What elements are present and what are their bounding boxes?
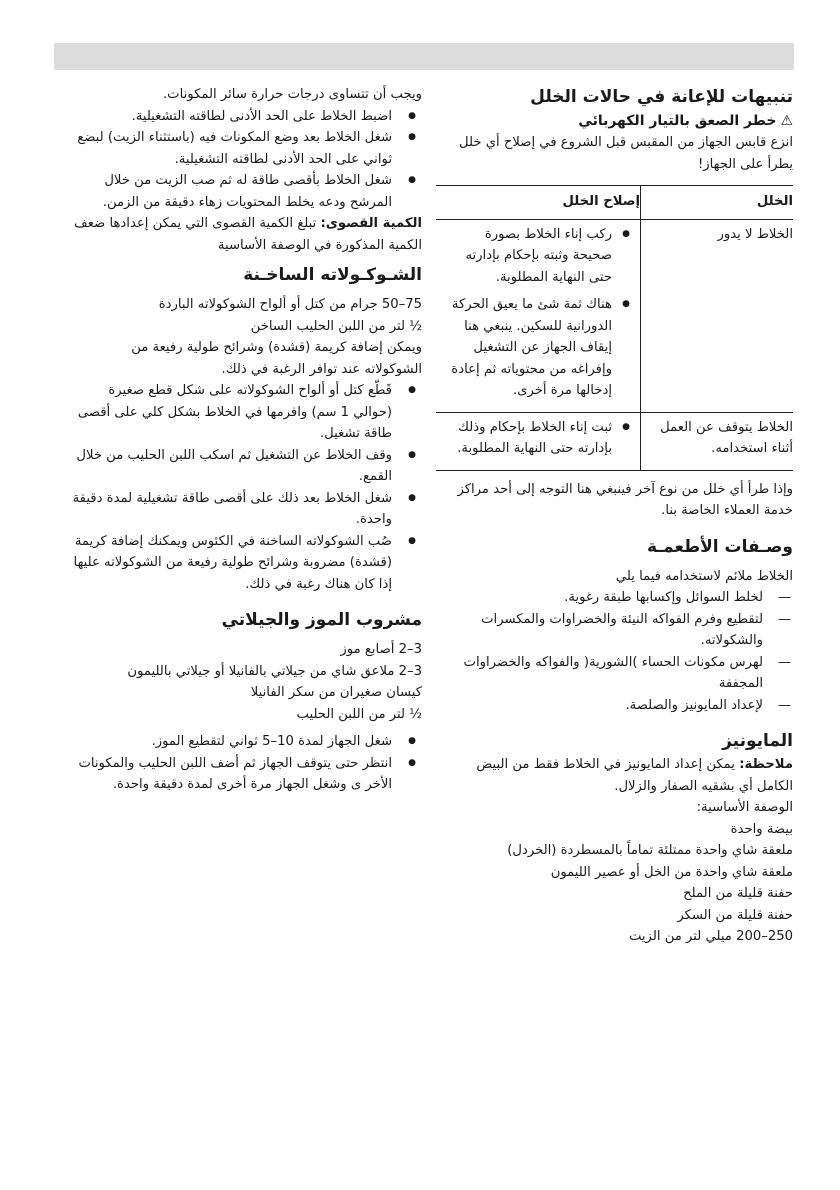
mayonnaise-cont-intro: ويجب أن تتساوى درجات حرارة سائر المكونات. xyxy=(162,87,422,102)
ingredient: 3–2 أصابع موز xyxy=(340,642,422,657)
fix-cell xyxy=(436,219,641,412)
ingredient: حفنة قليلة من السكر xyxy=(677,907,793,923)
list-item: ● انتظر حتى يتوقف الجهاز ثم أضف اللبن الحليب والمكونات الأخر ى وشغل الجهاز مرة أخرى لمدة دقيقة واحدة. xyxy=(70,753,422,796)
list-item: ● شغل الخلاط بأقصى طاقة له ثم صب الزيت من خلال المرشح ودعه يخلط المحتويات زهاء دقيقة من الزمن. xyxy=(70,170,422,213)
ingredient: ملعقة شاي واحدة ممتلئة تماماً بالمسطردة (الخردل) xyxy=(507,843,793,858)
warning-text: انزع قابس الجهاز من المقبس قبل الشروع في إصلاح أي خلل يطرأ على الجهاز! xyxy=(459,135,793,172)
mayonnaise-steps xyxy=(70,106,422,214)
banana-shake-title: مشروب الموز والجيلاتي xyxy=(221,610,422,630)
list-item: ● وقف الخلاط عن التشغيل ثم اسكب اللبن الحليب من خلال القمع. xyxy=(70,445,422,488)
mayonnaise-note xyxy=(437,754,793,797)
optional-note: ويمكن إضافة كريمة (قشدة) وشرائح طولية رفيعة من الشوكولاته عند توافر الرغبة في ذلك. xyxy=(131,340,422,377)
right-column xyxy=(437,84,793,948)
warning-triangle-icon: ⚠ xyxy=(780,113,793,129)
list-item: — لخلط السوائل وإكسابها طبقة رغوية. xyxy=(437,587,793,609)
list-item: ● قَطّع كتل أو ألواح الشوكولاته على شكل قطع صغيرة (حوالي 1 سم) وافرمها في الخلاط بشكل كلي على أقصى طاقة تشغيل. xyxy=(70,380,422,445)
ingredient: 250–200 ميلي لتر من الزيت xyxy=(628,929,793,944)
list-item: ● شغل الخلاط بعد وضع المكونات فيه (باستثناء الزيت) لبضع ثواني على الحد الأدنى لطاقته التشغيلية. xyxy=(70,127,422,170)
page-header-bar xyxy=(54,43,794,70)
ingredient: حفنة قليلة من الملح xyxy=(683,886,793,901)
list-item: — لإعداد المايونيز والصلصة. xyxy=(437,695,793,717)
ingredient: بيضة واحدة xyxy=(730,821,793,837)
troubleshooting-table xyxy=(436,185,793,471)
ingredient: ملعقة شاي واحدة من الخل أو عصير الليمون xyxy=(550,864,793,880)
warning-title: خطر الصعق بالتيار الكهربائي xyxy=(578,113,777,129)
ingredient: ½ لتر من اللبن الحليب الساخن xyxy=(250,318,422,334)
hot-chocolate-steps xyxy=(70,380,422,595)
fix-item: ● ثبت إناء الخلاط بإحكام وذلك بإدارته حتى النهاية المطلوبة. xyxy=(442,417,634,460)
uses-list xyxy=(437,587,793,716)
note-label: ملاحظة: xyxy=(739,757,793,772)
fix-item: ● ركب إناء الخلاط بصورة صحيحة وثبته بإحكام بإدارته حتى النهاية المطلوبة. xyxy=(442,224,634,289)
banana-shake-steps xyxy=(70,731,422,796)
column-header-fix: إصلاح الخلل xyxy=(562,194,640,209)
after-table-note: وإذا طرأ أي خلل من نوع آخر فينبغي هنا التوجه إلى أحد مراكز خدمة العملاء الخاصة بنا. xyxy=(457,481,793,518)
ingredient: ½ لتر من اللبن الحليب xyxy=(296,706,422,722)
left-column xyxy=(70,84,422,796)
ingredient: 75–50 جرام من كتل أو ألواح الشوكولاته الباردة xyxy=(158,297,422,312)
recipes-intro: الخلاط ملائم لاستخدامه فيما يلي xyxy=(615,568,793,584)
basic-recipe-label: الوصفة الأساسية: xyxy=(696,800,793,815)
list-item: ● شغل الخلاط بعد ذلك على أقصى طاقة تشغيلية لمدة دقيقة واحدة. xyxy=(70,488,422,531)
max-qty-text: تبلغ الكمية القصوى التي يمكن إعدادها ضعف الكمية المذكورة في الوصفة الأساسية xyxy=(74,216,422,253)
ingredient: كيسان صغيران من سكر الفانيلا xyxy=(250,685,422,700)
table-header-row xyxy=(436,186,793,220)
note-text: يمكن إعداد المايونيز في الخلاط فقط من البيض الكامل أي بشقيه الصفار والزلال. xyxy=(476,757,793,794)
list-item: ● شغل الجهاز لمدة 10–5 ثواني لتقطيع الموز. xyxy=(70,731,422,753)
column-header-fault: الخلل xyxy=(641,186,794,220)
fix-cell xyxy=(436,412,641,470)
max-quantity-note xyxy=(70,213,422,256)
list-item: — لتقطيع وفرم الفواكه النيئة والخضراوات والمكسرات والشكولاته. xyxy=(437,609,793,652)
fix-item: ● هناك ثمة شئ ما يعيق الحركة الدورانية للسكين. ينبغي هنا إيقاف الجهاز عن التشغيل وإفراغه من محتوياته ثم إعادة إدخالها مرة أخرى. xyxy=(442,294,634,402)
hot-chocolate-title: الشـوكـولاته الساخـنة xyxy=(243,265,422,285)
table-row xyxy=(436,219,793,412)
mayonnaise-title: المايونيز xyxy=(722,731,793,751)
fault-cell: الخلاط لا يدور xyxy=(641,219,794,412)
electric-shock-warning-heading xyxy=(437,110,793,132)
troubleshooting-title: تنبيهات للإعانة في حالات الخلل xyxy=(530,87,793,107)
list-item: — لهرس مكونات الحساء )الشورية( والفواكه والخضراوات المجففة xyxy=(437,652,793,695)
recipes-title: وصـفات الأطعمـة xyxy=(646,536,793,557)
list-item: ● اضبط الخلاط على الحد الأدنى لطاقته التشغيلية. xyxy=(70,106,422,128)
fault-cell: الخلاط يتوقف عن العمل أثناء استخدامه. xyxy=(641,412,794,470)
ingredient: 3–2 ملاعق شاي من جيلاتي بالفانيلا أو جيلاتي بالليمون xyxy=(127,663,422,679)
max-qty-label: الكمية القصوى: xyxy=(320,216,422,231)
table-row xyxy=(436,412,793,470)
list-item: ● صُب الشوكولاته الساخنة في الكئوس ويمكنك إضافة كريمة (قشدة) مضروبة وشرائح طولية رفيعة من الشوكولاته عليها إذا كان هناك رغبة في ذلك. xyxy=(70,531,422,596)
